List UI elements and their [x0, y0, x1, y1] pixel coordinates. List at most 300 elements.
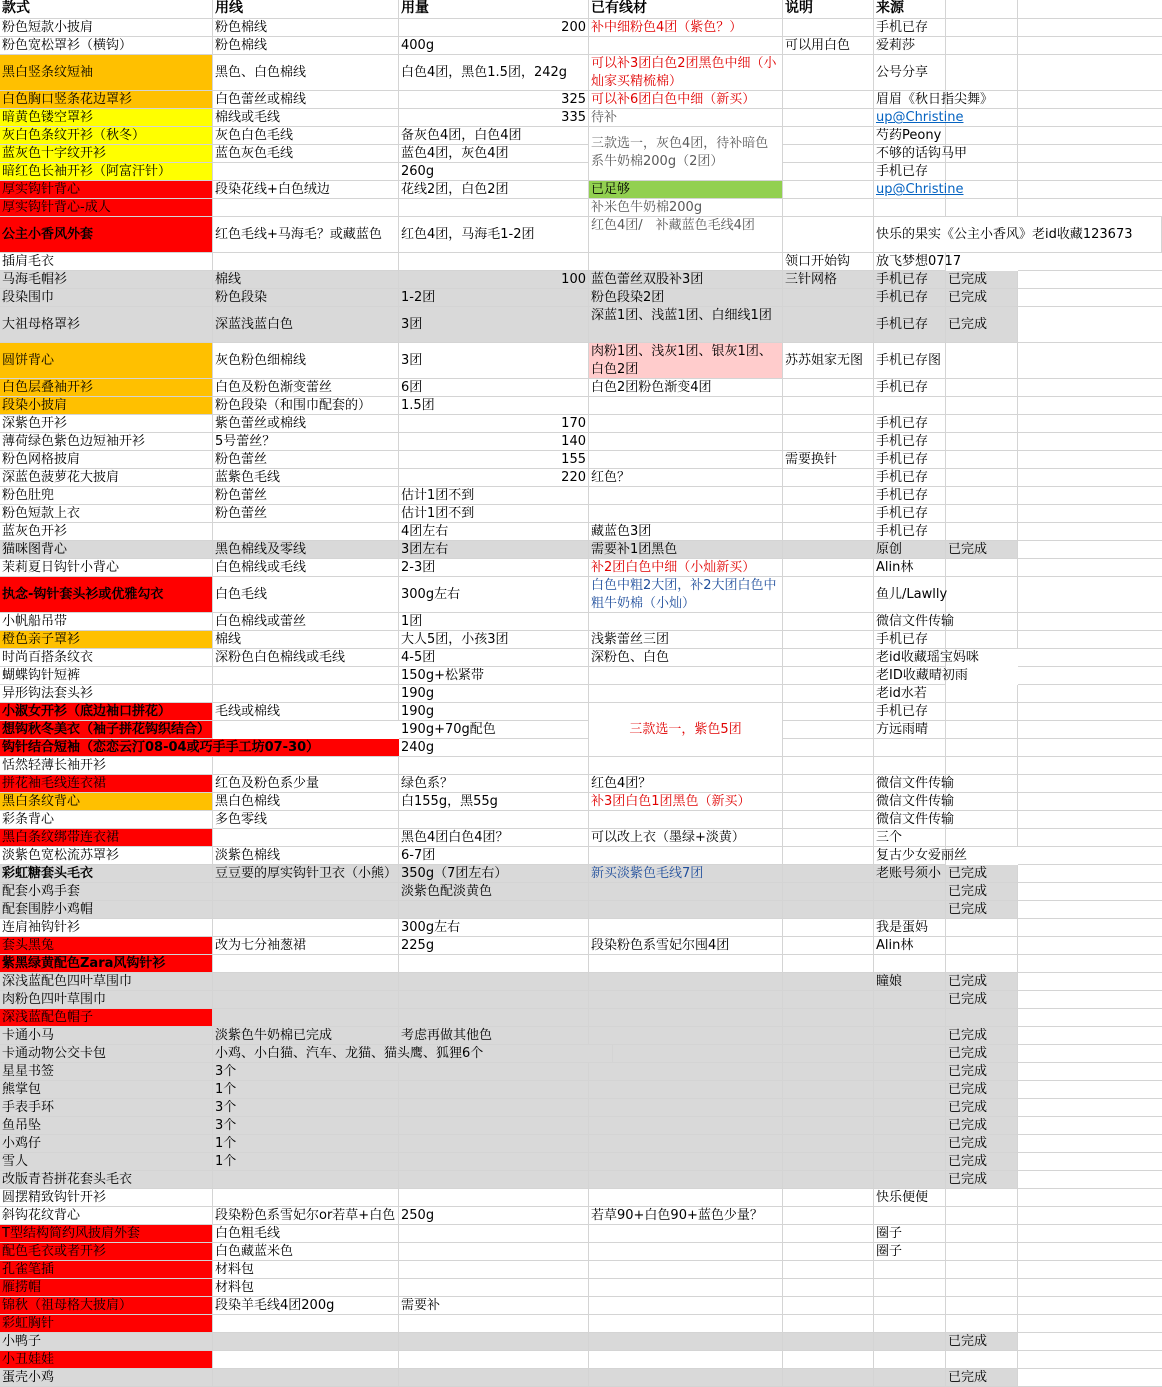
cell-source[interactable]: 手机已存 — [874, 289, 946, 307]
status-badge[interactable]: 已完成 — [946, 1045, 1018, 1063]
column-header[interactable]: 用线 — [213, 0, 399, 19]
cell-note[interactable] — [783, 1171, 874, 1189]
cell-amount[interactable] — [399, 757, 589, 775]
cell-source[interactable]: 老id水若 — [874, 685, 946, 703]
cell-note[interactable]: 领口开始钩 — [783, 253, 874, 271]
cell[interactable] — [1018, 991, 1162, 1009]
cell-yarn[interactable]: 灰色粉色细棉线 — [213, 343, 399, 379]
cell-status[interactable] — [946, 703, 1018, 721]
cell-note[interactable] — [783, 883, 874, 901]
cell-yarn[interactable]: 3个 — [213, 1099, 399, 1117]
cell-yarn[interactable]: 红色毛线+马海毛？或藏蓝色 — [213, 217, 399, 253]
cell-stock[interactable] — [589, 955, 783, 973]
cell-yarn[interactable]: 棉线 — [213, 271, 399, 289]
cell-source[interactable]: 鱼儿/Lawlly — [874, 577, 946, 613]
cell-stock[interactable]: 补3团白色1团黑色（新买） — [589, 793, 783, 811]
cell-status[interactable] — [946, 109, 1018, 127]
cell-amount[interactable] — [399, 1333, 589, 1351]
status-badge[interactable]: 已完成 — [946, 973, 1018, 991]
cell[interactable] — [1018, 307, 1162, 343]
cell-status[interactable] — [946, 1279, 1018, 1297]
cell-amount[interactable]: 325 — [399, 91, 589, 109]
cell-status[interactable] — [946, 487, 1018, 505]
cell-style[interactable]: 黑白条纹绑带连衣裙 — [0, 829, 213, 847]
cell-amount[interactable]: 200 — [399, 19, 589, 37]
cell-yarn[interactable]: 蓝紫色毛线 — [213, 469, 399, 487]
cell-amount[interactable] — [399, 1315, 589, 1333]
cell[interactable] — [1018, 613, 1162, 631]
cell-source[interactable]: 手机已存 — [874, 505, 946, 523]
cell[interactable] — [1018, 523, 1162, 541]
cell[interactable] — [1018, 1027, 1162, 1045]
cell-note[interactable] — [783, 433, 874, 451]
cell-status[interactable] — [946, 343, 1018, 379]
cell-source[interactable] — [874, 1207, 946, 1225]
status-badge[interactable]: 已完成 — [946, 1153, 1018, 1171]
cell-stock[interactable]: 补2团白色中细（小灿新买） — [589, 559, 783, 577]
cell-yarn[interactable] — [213, 199, 399, 217]
cell-stock[interactable] — [589, 1297, 783, 1315]
cell-amount[interactable]: 大人5团，小孩3团 — [399, 631, 589, 649]
cell-stock[interactable]: 浅紫蕾丝三团 — [589, 631, 783, 649]
cell-style[interactable]: 配套围脖小鸡帽 — [0, 901, 213, 919]
cell-stock[interactable] — [589, 487, 783, 505]
cell-source[interactable]: 圈子 — [874, 1243, 946, 1261]
cell-style[interactable]: 厚实钩针背心-成人 — [0, 199, 213, 217]
cell-style[interactable]: 圆摆精致钩针开衫 — [0, 1189, 213, 1207]
cell-source[interactable] — [874, 1369, 946, 1387]
cell-stock[interactable] — [589, 973, 783, 991]
cell-style[interactable]: 白色层叠袖开衫 — [0, 379, 213, 397]
cell-stock[interactable] — [589, 451, 783, 469]
cell[interactable] — [1018, 163, 1162, 181]
cell[interactable] — [1018, 829, 1162, 847]
cell-note[interactable] — [783, 667, 874, 685]
cell-amount[interactable]: 220 — [399, 469, 589, 487]
cell-yarn[interactable]: 3个 — [213, 1117, 399, 1135]
cell-source[interactable]: 公号分享 — [874, 55, 946, 91]
cell-style[interactable]: 肉粉色四叶草围巾 — [0, 991, 213, 1009]
cell-yarn[interactable] — [213, 883, 399, 901]
cell-yarn[interactable]: 深蓝浅蓝白色 — [213, 307, 399, 343]
cell-note[interactable] — [783, 1045, 874, 1063]
cell-style[interactable]: 执念-钩针套头衫或优雅勾衣 — [0, 577, 213, 613]
cell-amount[interactable]: 155 — [399, 451, 589, 469]
cell-style[interactable]: 斜钩花纹背心 — [0, 1207, 213, 1225]
cell-status[interactable] — [946, 55, 1018, 91]
cell-note[interactable] — [783, 1081, 874, 1099]
cell-stock[interactable] — [589, 613, 783, 631]
cell-style[interactable]: 黑白竖条纹短袖 — [0, 55, 213, 91]
cell-status[interactable] — [946, 1261, 1018, 1279]
cell[interactable] — [1018, 919, 1162, 937]
cell-status[interactable] — [946, 577, 1018, 613]
cell-source[interactable]: 不够的话钩马甲 — [876, 146, 968, 161]
cell[interactable] — [1018, 1081, 1162, 1099]
cell-stock[interactable] — [589, 703, 783, 721]
cell-source[interactable]: 微信文件传输 — [876, 614, 955, 629]
cell-note[interactable] — [783, 919, 874, 937]
cell-stock[interactable] — [589, 1063, 783, 1081]
cell-status[interactable] — [946, 451, 1018, 469]
cell-note[interactable] — [783, 703, 874, 721]
cell-amount[interactable]: 红色4团，马海毛1-2团 — [399, 217, 589, 253]
cell-stock[interactable]: 白色2团粉色渐变4团 — [589, 379, 783, 397]
cell-yarn[interactable]: 粉色棉线 — [213, 19, 399, 37]
cell-source[interactable]: 我是蛋妈 — [874, 919, 946, 937]
cell-status[interactable] — [946, 739, 1018, 757]
cell-style[interactable]: 想钩秋冬美衣（袖子拼花钩织结合） — [0, 721, 213, 739]
cell[interactable] — [1018, 145, 1162, 163]
cell-source[interactable]: 快乐便便 — [874, 1189, 946, 1207]
cell-note[interactable] — [783, 685, 874, 703]
cell[interactable] — [1018, 1063, 1162, 1081]
cell-source[interactable] — [874, 1009, 946, 1027]
cell-yarn[interactable]: 紫色蕾丝或棉线 — [213, 415, 399, 433]
cell-yarn[interactable]: 黑色棉线及零线 — [213, 541, 399, 559]
cell-source[interactable] — [874, 1171, 946, 1189]
cell-style[interactable]: 蛋壳小鸡 — [0, 1369, 213, 1387]
cell-amount[interactable]: 300g左右 — [399, 919, 589, 937]
cell-yarn[interactable] — [213, 919, 399, 937]
cell-style[interactable]: 段染小披肩 — [0, 397, 213, 415]
status-badge[interactable]: 已完成 — [946, 901, 1018, 919]
cell-status[interactable] — [946, 559, 1018, 577]
cell-style[interactable]: 恬然轻薄长袖开衫 — [0, 757, 213, 775]
cell-note[interactable] — [783, 199, 874, 217]
cell-yarn[interactable]: 1个 — [213, 1135, 399, 1153]
cell[interactable] — [1018, 937, 1162, 955]
cell[interactable] — [1018, 271, 1162, 289]
cell-style[interactable]: 小淑女开衫（底边袖口拼花） — [0, 703, 213, 721]
cell-source[interactable]: 微信文件传输 — [876, 812, 955, 827]
cell-source[interactable]: 微信文件传输 — [876, 794, 955, 809]
cell-yarn[interactable]: 5号蕾丝？ — [213, 433, 399, 451]
cell-style[interactable]: 小鸡仔 — [0, 1135, 213, 1153]
cell-note[interactable] — [783, 775, 874, 793]
cell-source[interactable]: 眉眉《秋日指尖舞》 — [876, 92, 994, 107]
cell-style[interactable]: 熊掌包 — [0, 1081, 213, 1099]
cell-yarn[interactable] — [213, 685, 399, 703]
cell-stock[interactable] — [589, 415, 783, 433]
cell-status[interactable] — [946, 1351, 1018, 1369]
cell[interactable] — [1018, 397, 1162, 415]
cell-stock[interactable]: 需要补1团黑色 — [589, 541, 783, 559]
cell-stock[interactable] — [589, 883, 783, 901]
column-header[interactable]: 已有线材 — [589, 0, 783, 19]
cell-source[interactable] — [874, 1261, 946, 1279]
cell-style[interactable]: 小帆船吊带 — [0, 613, 213, 631]
cell-source[interactable]: 圈子 — [874, 1225, 946, 1243]
cell[interactable] — [1018, 811, 1162, 829]
cell-source[interactable] — [874, 1153, 946, 1171]
cell-style[interactable] — [0, 739, 400, 757]
cell-stock[interactable]: 深粉色、白色 — [589, 649, 783, 667]
cell-source[interactable]: 三个 — [874, 829, 946, 847]
cell-stock[interactable]: 可以补6团白色中细（新买） — [589, 91, 783, 109]
cell-source[interactable] — [874, 1081, 946, 1099]
cell-amount[interactable]: 备灰色4团，白色4团 — [399, 127, 589, 145]
cell-note[interactable] — [783, 1207, 874, 1225]
cell-status[interactable] — [946, 91, 1018, 109]
cell-stock[interactable]: 白色中粗2大团，补2大团白色中粗牛奶棉（小灿） — [589, 577, 783, 613]
cell-amount[interactable] — [399, 1279, 589, 1297]
cell-source[interactable]: 方远雨晴 — [874, 721, 946, 739]
cell[interactable] — [1018, 793, 1162, 811]
status-badge[interactable]: 已完成 — [946, 289, 1018, 307]
cell[interactable] — [1018, 19, 1162, 37]
cell-style[interactable]: 蝴蝶钩针短裤 — [0, 667, 213, 685]
cell-stock[interactable]: 段染粉色系雪妃尔囤4团 — [589, 937, 783, 955]
cell-yarn[interactable]: 白色棉线或毛线 — [213, 559, 399, 577]
cell-amount[interactable]: 190g — [399, 685, 589, 703]
cell-note[interactable] — [783, 757, 874, 775]
cell-amount[interactable]: 估计1团不到 — [399, 505, 589, 523]
cell-yarn[interactable]: 段染花线+白色绒边 — [213, 181, 399, 199]
cell-stock[interactable] — [589, 919, 783, 937]
cell-yarn[interactable]: 白色粗毛线 — [213, 1225, 399, 1243]
cell-status[interactable] — [946, 127, 1018, 145]
cell-yarn[interactable]: 粉色蕾丝 — [213, 451, 399, 469]
cell[interactable] — [1018, 451, 1162, 469]
cell-note[interactable] — [783, 991, 874, 1009]
cell-note[interactable] — [783, 1315, 874, 1333]
cell-source[interactable]: 手机已存 — [874, 469, 946, 487]
cell-note[interactable]: 需要换针 — [783, 451, 874, 469]
cell-note[interactable] — [783, 505, 874, 523]
cell-yarn[interactable]: 3个 — [213, 1063, 399, 1081]
cell-yarn[interactable] — [213, 1369, 399, 1387]
cell-note[interactable] — [783, 937, 874, 955]
cell-yarn[interactable] — [213, 163, 399, 181]
cell-amount[interactable] — [399, 1135, 589, 1153]
cell-yarn[interactable]: 棉线或毛线 — [213, 109, 399, 127]
cell[interactable] — [1018, 1117, 1162, 1135]
cell-source[interactable]: 手机已存 — [874, 307, 946, 343]
cell-source[interactable]: 手机已存 — [874, 379, 946, 397]
cell-note[interactable] — [783, 1027, 874, 1045]
cell-yarn[interactable]: 段染粉色系雪妃尔or若草+白色 — [213, 1207, 399, 1225]
cell-status[interactable] — [946, 199, 1018, 217]
status-badge[interactable]: 已完成 — [946, 883, 1018, 901]
cell-yarn[interactable] — [213, 1333, 399, 1351]
cell-style[interactable]: T型结构简约风披肩外套 — [0, 1225, 213, 1243]
cell-source[interactable] — [874, 1117, 946, 1135]
status-badge[interactable]: 已完成 — [946, 541, 1018, 559]
status-badge[interactable]: 已完成 — [946, 271, 1018, 289]
cell-amount[interactable] — [399, 1009, 589, 1027]
cell-source[interactable]: 手机已存 — [874, 271, 946, 289]
cell-amount[interactable] — [399, 991, 589, 1009]
cell-status[interactable] — [946, 379, 1018, 397]
cell-style[interactable]: 深紫色开衫 — [0, 415, 213, 433]
cell-source[interactable] — [874, 757, 946, 775]
cell-yarn[interactable]: 黑色、白色棉线 — [213, 55, 399, 91]
cell-style[interactable]: 公主小香风外套 — [0, 217, 213, 253]
cell-source[interactable]: 芍药Peony — [874, 127, 946, 145]
cell[interactable] — [946, 0, 1018, 19]
cell-yarn[interactable]: 段染羊毛线4团200g — [213, 1297, 399, 1315]
cell-amount[interactable] — [399, 1189, 589, 1207]
cell-status[interactable] — [946, 433, 1018, 451]
cell-yarn[interactable] — [213, 253, 399, 271]
cell-stock[interactable]: 红色4团/ 补藏蓝色毛线4团 — [589, 217, 783, 253]
cell-amount[interactable]: 100 — [399, 271, 589, 289]
cell-yarn[interactable] — [213, 1315, 399, 1333]
cell-style[interactable]: 连肩袖钩针衫 — [0, 919, 213, 937]
cell-source[interactable]: 原创 — [874, 541, 946, 559]
cell-source[interactable] — [874, 1063, 946, 1081]
cell-note[interactable] — [783, 1369, 874, 1387]
cell-status[interactable] — [946, 397, 1018, 415]
cell-style[interactable]: 薄荷绿色紫色边短袖开衫 — [0, 433, 213, 451]
cell[interactable] — [1018, 1333, 1162, 1351]
cell-style[interactable]: 配套小鸡手套 — [0, 883, 213, 901]
cell-amount[interactable]: 蓝色4团，灰色4团 — [399, 145, 589, 163]
cell-stock[interactable]: 粉色段染2团 — [589, 289, 783, 307]
cell-yarn[interactable]: 材料包 — [213, 1279, 399, 1297]
cell[interactable] — [1018, 721, 1162, 739]
cell-status[interactable] — [946, 415, 1018, 433]
cell-status[interactable] — [946, 793, 1018, 811]
cell-style[interactable]: 圆饼背心 — [0, 343, 213, 379]
cell-note[interactable] — [783, 109, 874, 127]
cell-stock[interactable] — [589, 1261, 783, 1279]
cell-amount[interactable] — [399, 955, 589, 973]
cell-yarn[interactable]: 多色零线 — [213, 811, 399, 829]
cell-amount[interactable]: 淡紫色配淡黄色 — [399, 883, 589, 901]
cell-stock[interactable] — [589, 1081, 783, 1099]
cell[interactable] — [1018, 1135, 1162, 1153]
cell-stock[interactable] — [589, 37, 783, 55]
cell-style[interactable]: 彩条背心 — [0, 811, 213, 829]
cell[interactable] — [1018, 883, 1162, 901]
cell-amount[interactable]: 300g左右 — [399, 577, 589, 613]
cell-yarn[interactable]: 粉色蕾丝 — [213, 505, 399, 523]
cell-source[interactable] — [874, 1045, 946, 1063]
cell-stock[interactable]: 待补 — [589, 109, 783, 127]
cell-yarn[interactable]: 白色毛线 — [213, 577, 399, 613]
status-badge[interactable]: 已完成 — [946, 307, 1018, 343]
cell-source[interactable] — [874, 1351, 946, 1369]
cell-stock[interactable] — [589, 1369, 783, 1387]
cell[interactable] — [1018, 901, 1162, 919]
cell-amount[interactable]: 3团 — [399, 343, 589, 379]
cell[interactable] — [1018, 667, 1162, 685]
cell-source[interactable]: 微信文件传输 — [876, 776, 955, 791]
cell-yarn[interactable]: 红色及粉色系少量 — [213, 775, 399, 793]
status-badge[interactable]: 已完成 — [946, 1027, 1018, 1045]
status-badge[interactable]: 已完成 — [946, 1369, 1018, 1387]
cell-source[interactable]: 放飞梦想0717 — [876, 254, 962, 269]
cell-yarn[interactable]: 粉色蕾丝 — [213, 487, 399, 505]
cell-source[interactable]: 手机已存 — [874, 163, 946, 181]
cell-style[interactable]: 小丑娃娃 — [0, 1351, 213, 1369]
cell-source[interactable]: 手机已存 — [874, 451, 946, 469]
cell-source[interactable] — [874, 739, 946, 757]
cell-yarn[interactable]: 材料包 — [213, 1261, 399, 1279]
cell-status[interactable] — [946, 1315, 1018, 1333]
source-link[interactable]: up@Christine — [876, 110, 964, 125]
cell[interactable] — [1018, 289, 1162, 307]
cell-status[interactable] — [946, 1297, 1018, 1315]
cell-amount[interactable]: 240g — [399, 739, 589, 757]
cell-amount[interactable]: 4-5团 — [399, 649, 589, 667]
cell-style[interactable]: 卡通动物公交卡包 — [0, 1045, 213, 1063]
cell-source[interactable] — [874, 991, 946, 1009]
cell-amount[interactable]: 花线2团，白色2团 — [399, 181, 589, 199]
cell-style[interactable]: 雁捞帽 — [0, 1279, 213, 1297]
cell-status[interactable] — [946, 721, 1018, 739]
cell[interactable] — [1018, 1099, 1162, 1117]
cell-style[interactable]: 粉色短款小披肩 — [0, 19, 213, 37]
cell-style[interactable]: 厚实钩针背心 — [0, 181, 213, 199]
cell-amount[interactable]: 190g — [399, 703, 589, 721]
cell[interactable] — [1018, 559, 1162, 577]
cell-source[interactable]: 老账号须小 — [874, 865, 946, 883]
cell-stock[interactable]: 若草90+白色90+蓝色少量？ — [589, 1207, 783, 1225]
cell-stock[interactable]: 藏蓝色3团 — [589, 523, 783, 541]
cell-note[interactable] — [783, 1351, 874, 1369]
cell-source[interactable]: Alin林 — [874, 937, 946, 955]
cell-yarn[interactable]: 黑白色棉线 — [213, 793, 399, 811]
cell-style[interactable]: 套头黑兔 — [0, 937, 213, 955]
cell-stock[interactable]: 补中细粉色4团（紫色？） — [589, 19, 783, 37]
cell-status[interactable] — [946, 613, 1018, 631]
cell-note[interactable] — [783, 145, 874, 163]
cell-note[interactable] — [783, 739, 874, 757]
source-link[interactable]: up@Christine — [876, 182, 964, 197]
cell-yarn[interactable]: 灰色白色毛线 — [213, 127, 399, 145]
cell-note[interactable] — [783, 217, 874, 253]
cell-amount[interactable]: 估计1团不到 — [399, 487, 589, 505]
cell-status[interactable] — [946, 505, 1018, 523]
cell-stock[interactable] — [589, 685, 783, 703]
cell-note[interactable] — [783, 181, 874, 199]
cell-style[interactable]: 深浅蓝配色四叶草围巾 — [0, 973, 213, 991]
cell-stock[interactable]: 肉粉1团、浅灰1团、银灰1团、白色2团 — [589, 343, 783, 379]
cell-note[interactable] — [783, 901, 874, 919]
cell[interactable] — [1018, 955, 1162, 973]
cell-status[interactable] — [946, 1189, 1018, 1207]
cell-source[interactable] — [874, 1279, 946, 1297]
cell[interactable] — [1018, 1153, 1162, 1171]
cell-note[interactable] — [783, 163, 874, 181]
cell-note[interactable]: 可以用白色 — [783, 37, 874, 55]
cell[interactable] — [1018, 181, 1162, 199]
cell-amount[interactable]: 1团 — [399, 613, 589, 631]
cell-source[interactable] — [874, 1315, 946, 1333]
cell-note[interactable] — [783, 973, 874, 991]
cell-stock[interactable] — [589, 505, 783, 523]
cell-stock[interactable] — [589, 1009, 783, 1027]
cell[interactable] — [1018, 577, 1162, 613]
status-badge[interactable]: 已完成 — [946, 1099, 1018, 1117]
cell-stock[interactable]: 补米色牛奶棉200g — [589, 199, 783, 217]
cell[interactable] — [1018, 55, 1162, 91]
cell-stock[interactable] — [589, 811, 783, 829]
cell-note[interactable] — [783, 721, 874, 739]
cell-status[interactable] — [946, 919, 1018, 937]
cell-stock[interactable]: 三款选一，紫色5团 — [589, 721, 783, 739]
cell-yarn[interactable] — [213, 1351, 399, 1369]
cell-amount[interactable] — [399, 1171, 589, 1189]
cell-stock[interactable] — [589, 1117, 783, 1135]
cell-style[interactable]: 马海毛帽衫 — [0, 271, 213, 289]
cell-style[interactable]: 黑白条纹背心 — [0, 793, 213, 811]
cell-note[interactable] — [783, 19, 874, 37]
cell-yarn[interactable]: 小鸡、小白猫、汽车、龙猫、猫头鹰、狐狸6个 — [213, 1045, 613, 1063]
